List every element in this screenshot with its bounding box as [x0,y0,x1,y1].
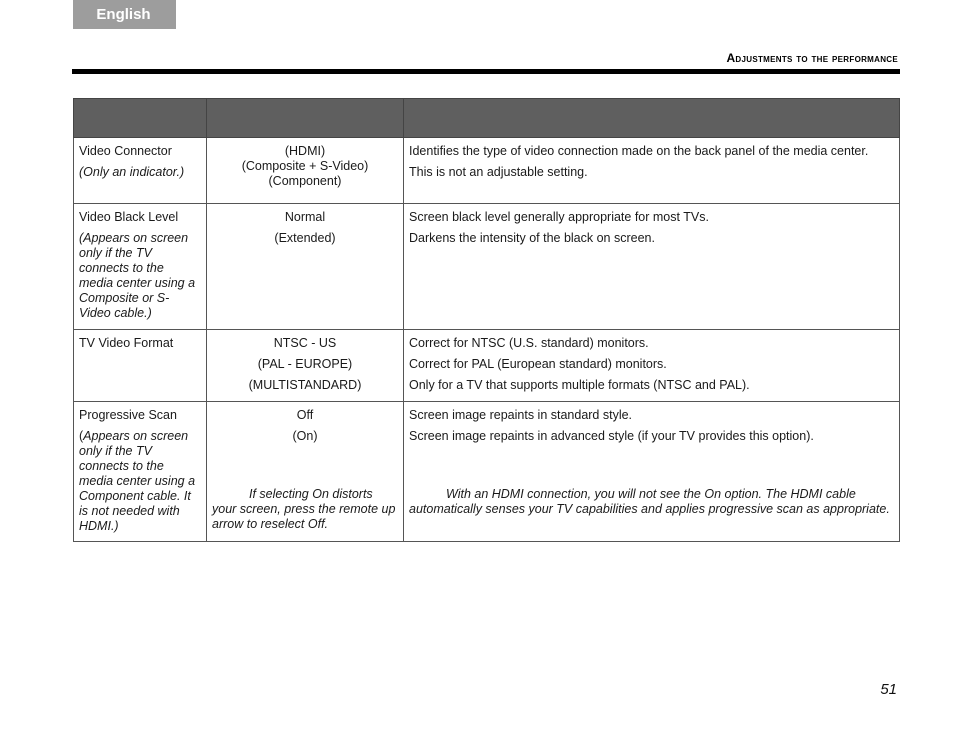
table-row [74,138,900,204]
description-text: Correct for PAL (European standard) monitors. [409,357,667,371]
settings-table [73,98,900,542]
setting-note-prefix: ( [79,429,84,443]
setting-cell [74,330,207,402]
header-cell-setting [74,99,207,138]
option-value: (PAL - EUROPE) [257,357,353,371]
spacer [212,450,398,487]
description-text: Screen black level generally appropriate for most TVs. [409,210,709,224]
spacer [409,450,894,487]
option-value: Off [296,408,314,422]
setting-note: (Only an indicator.) [79,165,185,179]
setting-cell [74,402,207,542]
description-text: Screen image repaints in advanced style (if your TV provides this option). [409,429,814,443]
setting-name: Video Connector [79,144,172,158]
option-value: (HDMI) [284,144,326,158]
options-cell [207,204,404,330]
section-title: Adjustments to the performance [726,51,898,65]
option-value: (Component) [268,174,342,188]
description-text: Identifies the type of video connection made on the back panel of the media center. [409,144,869,158]
table-header-row [74,99,900,138]
description-cell [404,402,900,542]
description-text: Only for a TV that supports multiple formats (NTSC and PAL). [409,378,750,392]
option-note: If selecting On distorts your screen, press the remote up arrow to reselect Off. [212,487,396,531]
header-rule [72,69,900,74]
table-row [74,204,900,330]
setting-name: Video Black Level [79,210,179,224]
description-cell [404,138,900,204]
description-note: With an HDMI connection, you will not see the On option. The HDMI cable automatically senses your TV capabilities and applies progressive scan as appropriate. [409,487,890,516]
option-value: (On) [292,429,318,443]
setting-note: Appears on screen only if the TV connects to the media center using a Component cable. It is not needed with HDMI.) [79,429,196,533]
setting-note: (Appears on screen only if the TV connects to the media center using a Composite or S-Video cable.) [79,231,196,320]
header-cell-options [207,99,404,138]
option-value: (Composite + S-Video) [241,159,369,173]
setting-name: Progressive Scan [79,408,177,422]
option-value: NTSC - US [273,336,337,350]
setting-cell [74,138,207,204]
setting-cell [74,204,207,330]
option-value: (Extended) [274,231,336,245]
description-cell [404,330,900,402]
table-row [74,330,900,402]
description-text: Screen image repaints in standard style. [409,408,633,422]
description-cell [404,204,900,330]
language-tab-english[interactable]: English [73,0,176,29]
page-number: 51 [880,681,897,698]
options-cell [207,330,404,402]
table-row [74,402,900,542]
description-text: This is not an adjustable setting. [409,165,588,179]
header-cell-description [404,99,900,138]
setting-note-block [79,429,201,534]
setting-name: TV Video Format [79,336,174,350]
option-value: (MULTISTANDARD) [248,378,362,392]
options-cell [207,402,404,542]
description-text: Darkens the intensity of the black on screen. [409,231,655,245]
description-text: Correct for NTSC (U.S. standard) monitors. [409,336,649,350]
options-cell [207,138,404,204]
option-value: Normal [284,210,326,224]
